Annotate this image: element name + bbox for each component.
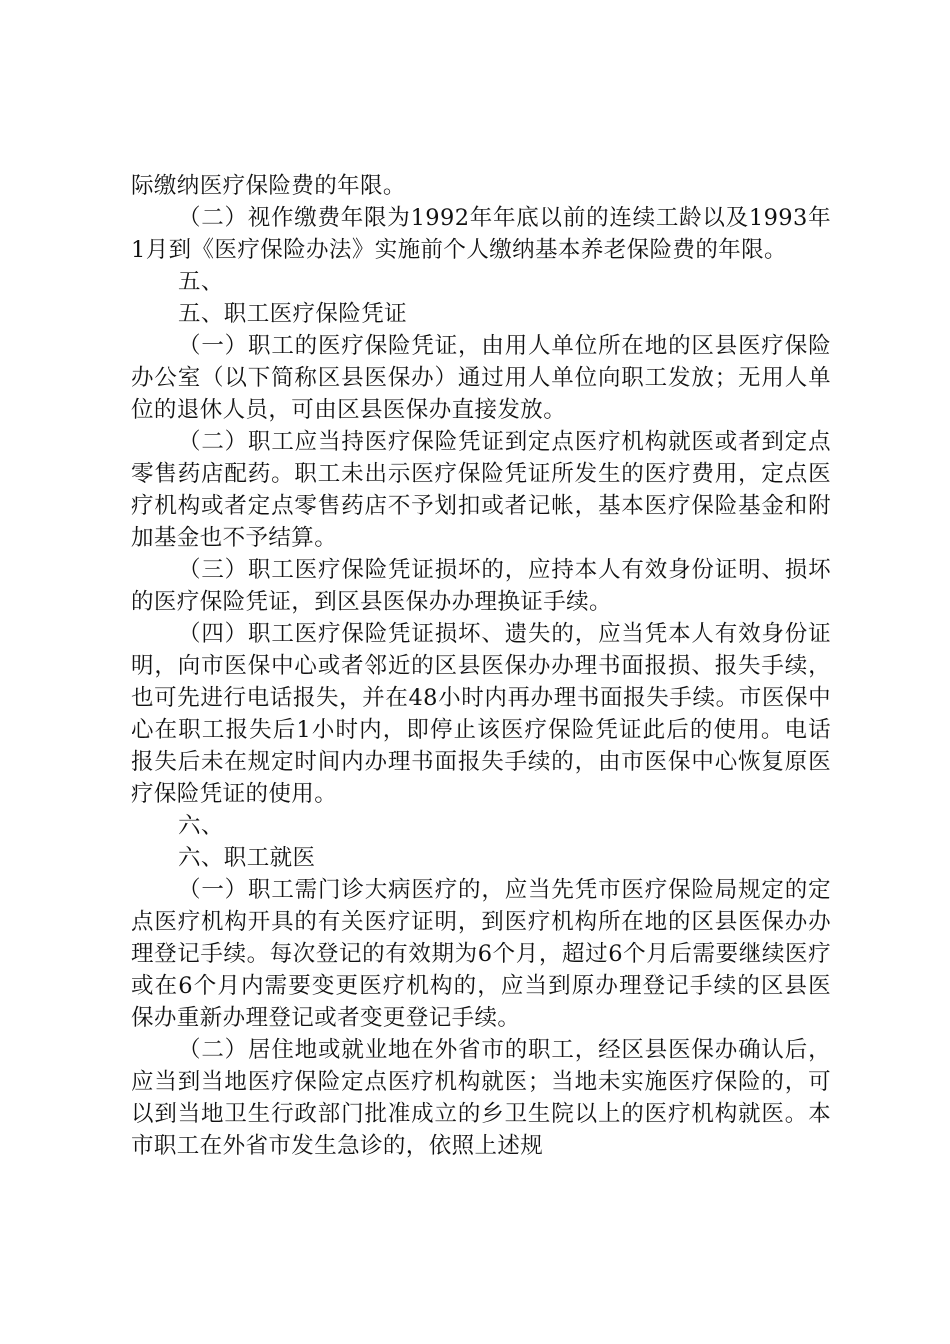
- paragraph: （二）视作缴费年限为1992年年底以前的连续工龄以及1993年1月到《医疗保险办法》实施前个人缴纳基本养老保险费的年限。: [131, 205, 831, 263]
- document-body: [131, 170, 831, 1162]
- section-heading: 六、职工就医: [178, 845, 316, 871]
- paragraph: （一）职工的医疗保险凭证，由用人单位所在地的区县医疗保险办公室（以下简称区县医保办）通过用人单位向职工发放；无用人单位的退休人员，可由区县医保办直接发放。: [131, 333, 831, 423]
- paragraph: （二）职工应当持医疗保险凭证到定点医疗机构就医或者到定点零售药店配药。职工未出示医疗保险凭证所发生的医疗费用，定点医疗机构或者定点零售药店不予划扣或者记帐，基本医疗保险基金和附加基金也不予结算。: [131, 429, 831, 551]
- paragraph: （三）职工医疗保险凭证损坏的，应持本人有效身份证明、损坏的医疗保险凭证，到区县医保办办理换证手续。: [131, 557, 831, 615]
- section-heading-fragment: 六、: [178, 813, 224, 839]
- paragraph: 际缴纳医疗保险费的年限。: [131, 173, 406, 199]
- paragraph: （四）职工医疗保险凭证损坏、遗失的，应当凭本人有效身份证明，向市医保中心或者邻近的区县医保办办理书面报损、报失手续，也可先进行电话报失，并在48小时内再办理书面报失手续。市医保中心在职工报失后1小时内，即停止该医疗保险凭证此后的使用。电话报失后未在规定时间内办理书面报失手续的，由市医保中心恢复原医疗保险凭证的使用。: [131, 621, 831, 807]
- paragraph: （二）居住地或就业地在外省市的职工，经区县医保办确认后，应当到当地医疗保险定点医疗机构就医；当地未实施医疗保险的，可以到当地卫生行政部门批准成立的乡卫生院以上的医疗机构就医。本市职工在外省市发生急诊的，依照上述规: [131, 1037, 831, 1159]
- section-heading: 五、职工医疗保险凭证: [178, 301, 408, 327]
- paragraph: （一）职工需门诊大病医疗的，应当先凭市医疗保险局规定的定点医疗机构开具的有关医疗证明，到医疗机构所在地的区县医保办办理登记手续。每次登记的有效期为6个月，超过6个月后需要继续医疗或在6个月内需要变更医疗机构的，应当到原办理登记手续的区县医保办重新办理登记或者变更登记手续。: [131, 877, 831, 1031]
- section-heading-fragment: 五、: [178, 269, 224, 295]
